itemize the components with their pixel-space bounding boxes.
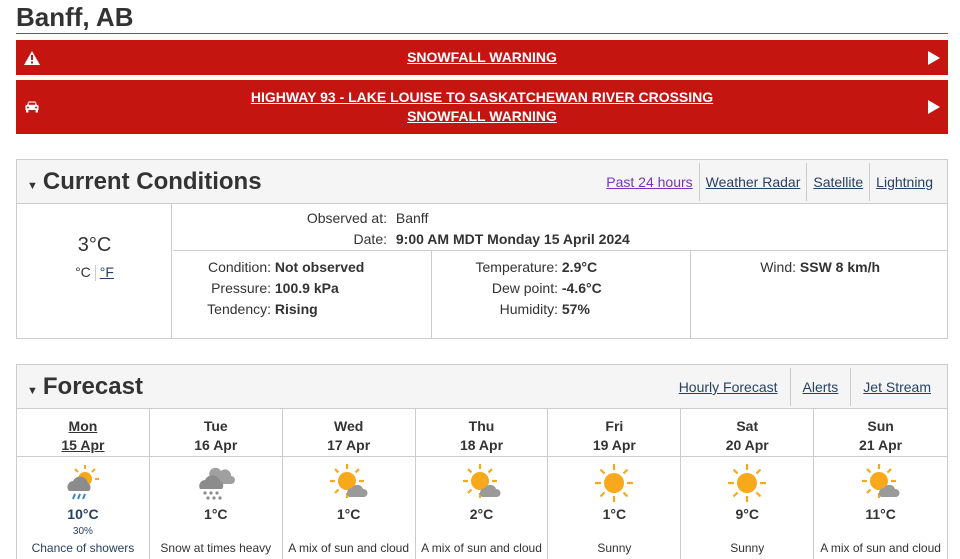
- title-divider: [16, 33, 948, 34]
- wind-value: SSW 8 km/h: [799, 259, 881, 275]
- forecast-day[interactable]: [814, 409, 947, 559]
- forecast-day[interactable]: [681, 409, 814, 559]
- current-temperature-box: [17, 204, 172, 338]
- sun-cloud-icon: [462, 463, 502, 503]
- current-conditions-header[interactable]: [17, 160, 947, 204]
- snow-cloud-icon: [196, 463, 236, 503]
- weather-radar-link[interactable]: Weather Radar: [699, 163, 807, 201]
- forecast-summary: Sunny: [597, 541, 632, 555]
- sun-icon: [594, 463, 634, 503]
- observed-at-label: Observed at:: [306, 210, 387, 226]
- forecast-day-name: Wed: [333, 418, 364, 434]
- forecast-day-date: 16 Apr: [194, 437, 238, 453]
- conditions-column-3: [691, 251, 947, 338]
- forecast-day-date: 20 Apr: [725, 437, 769, 453]
- forecast-day-header[interactable]: [283, 409, 415, 457]
- humidity-label: Humidity:: [499, 301, 558, 317]
- forecast-day-name: Sun: [867, 418, 894, 434]
- collapse-triangle-icon: ▼: [27, 179, 38, 192]
- collapse-triangle-icon: ▼: [27, 384, 38, 397]
- tendency-value: Rising: [274, 301, 318, 317]
- past-24-hours-link[interactable]: Past 24 hours: [606, 174, 693, 190]
- hourly-forecast-link[interactable]: Hourly Forecast: [678, 379, 778, 395]
- unit-toggle: [17, 264, 172, 281]
- forecast-temperature: 1°C: [602, 506, 627, 522]
- precipitation-chance: 30%: [72, 526, 93, 537]
- pressure-label: Pressure:: [211, 280, 271, 296]
- alert-link[interactable]: HIGHWAY 93 - LAKE LOUISE TO SASKATCHEWAN RIVER CROSSING: [250, 89, 714, 105]
- forecast-day-header[interactable]: [814, 409, 947, 457]
- alert-banner-snowfall[interactable]: [16, 40, 948, 75]
- forecast-summary: A mix of sun and cloud: [288, 541, 410, 555]
- forecast-day-date: 17 Apr: [327, 437, 371, 453]
- forecast-day-header[interactable]: [548, 409, 680, 457]
- forecast-day[interactable]: [548, 409, 681, 559]
- forecast-day[interactable]: [416, 409, 549, 559]
- humidity-value: 57%: [561, 301, 590, 317]
- forecast-day[interactable]: [150, 409, 283, 559]
- forecast-day[interactable]: [283, 409, 416, 559]
- forecast-day-date: 18 Apr: [459, 437, 504, 453]
- forecast-day-name: Mon: [68, 418, 98, 434]
- celsius-unit: °C: [75, 264, 91, 280]
- fahrenheit-link[interactable]: °F: [99, 264, 114, 280]
- tendency-label: Tendency:: [207, 301, 271, 317]
- forecast-summary: A mix of sun and cloud: [820, 541, 941, 555]
- forecast-day-name: Sat: [736, 418, 759, 434]
- forecast-temperature: 9°C: [735, 506, 759, 522]
- forecast-panel: [16, 364, 948, 559]
- date-label: Date:: [353, 231, 387, 247]
- page-title: Banff, AB: [16, 2, 134, 32]
- forecast-days: [17, 409, 947, 559]
- current-temperature: 3°C: [77, 234, 112, 256]
- dew-point-value: -4.6°C: [561, 280, 602, 296]
- forecast-day-date: 15 Apr: [61, 437, 105, 453]
- forecast-temperature: 11°C: [865, 506, 896, 522]
- alert-link[interactable]: SNOWFALL WARNING: [407, 108, 557, 124]
- current-conditions-panel: [16, 159, 948, 339]
- current-conditions-links: [600, 160, 939, 204]
- wind-label: Wind:: [760, 259, 796, 275]
- condition-label: Condition:: [207, 259, 271, 275]
- condition-value: Not observed: [274, 259, 365, 275]
- lightning-link[interactable]: Lightning: [869, 163, 939, 201]
- forecast-day-header[interactable]: [150, 409, 282, 457]
- satellite-link[interactable]: Satellite: [806, 163, 869, 201]
- observation-info: [173, 204, 947, 251]
- forecast-day-date: 19 Apr: [592, 437, 636, 453]
- forecast-day-name: Tue: [203, 418, 228, 434]
- car-icon: [24, 100, 40, 114]
- date-value: 9:00 AM MDT Monday 15 April 2024: [395, 231, 630, 247]
- warning-triangle-icon: [24, 51, 40, 65]
- sun-cloud-icon: [861, 463, 901, 503]
- forecast-summary: Snow at times heavy: [160, 541, 272, 555]
- pressure-value: 100.9 kPa: [274, 280, 339, 296]
- forecast-temperature: 2°C: [469, 506, 494, 522]
- forecast-temperature: 1°C: [204, 506, 228, 522]
- forecast-summary: Chance of showers: [31, 541, 135, 555]
- forecast-day-name: Thu: [468, 418, 495, 434]
- forecast-summary: A mix of sun and cloud: [421, 541, 542, 555]
- forecast-day-header[interactable]: [681, 409, 813, 457]
- cloud-rain-sun-icon: [63, 463, 103, 503]
- forecast-header[interactable]: [17, 365, 947, 409]
- play-arrow-icon: [928, 100, 940, 114]
- alert-banner-highway[interactable]: [16, 80, 948, 134]
- temperature-value: 2.9°C: [561, 259, 598, 275]
- forecast-links: [673, 365, 937, 409]
- sun-cloud-icon: [329, 463, 369, 503]
- forecast-temperature: 10°C: [67, 506, 99, 522]
- dew-point-label: Dew point:: [491, 280, 558, 296]
- forecast-heading[interactable]: ▼ Forecast: [27, 373, 143, 400]
- forecast-temperature: 1°C: [336, 506, 361, 522]
- forecast-day[interactable]: [17, 409, 150, 559]
- forecast-day-header[interactable]: [416, 409, 548, 457]
- alerts-link[interactable]: Alerts: [790, 368, 851, 406]
- forecast-day-header[interactable]: [17, 409, 149, 457]
- observed-at-value: Banff: [395, 210, 429, 226]
- sun-icon: [727, 463, 767, 503]
- forecast-summary: Sunny: [730, 541, 765, 555]
- forecast-day-date: 21 Apr: [859, 437, 903, 453]
- conditions-column-2: [432, 251, 691, 338]
- jet-stream-link[interactable]: Jet Stream: [850, 368, 937, 406]
- temperature-label: Temperature:: [475, 259, 558, 275]
- conditions-column-1: [173, 251, 432, 338]
- alert-link[interactable]: SNOWFALL WARNING: [407, 49, 557, 65]
- play-arrow-icon: [928, 51, 940, 65]
- current-conditions-heading[interactable]: ▼ Current Conditions: [27, 168, 262, 195]
- forecast-day-name: Fri: [605, 418, 624, 434]
